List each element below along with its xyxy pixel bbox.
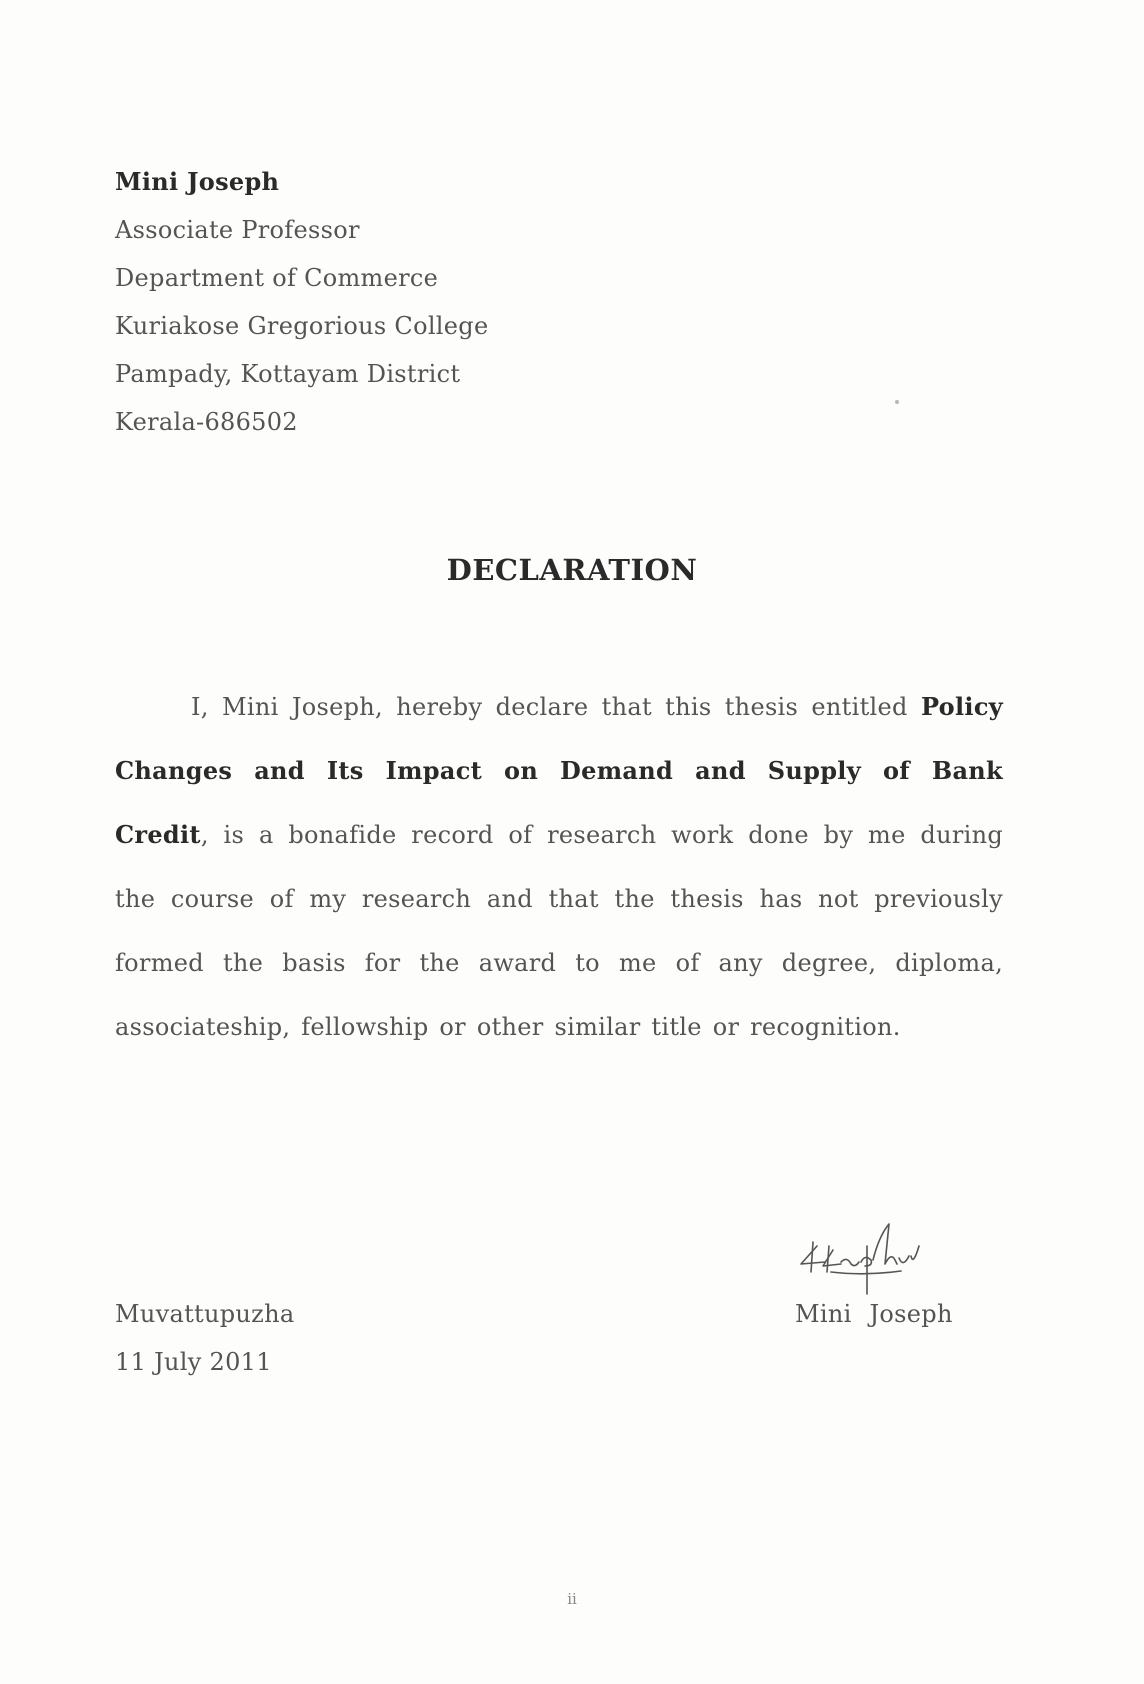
thesis-title: Policy Changes and Its Impact on Demand and Supply of Bank Credit	[115, 692, 1003, 849]
author-designation: Associate Professor	[115, 216, 360, 244]
declaration-paragraph	[115, 675, 1003, 1059]
place: Muvattupuzha	[115, 1300, 295, 1328]
author-location: Pampady, Kottayam District	[115, 360, 461, 388]
declaration-intro: I, Mini Joseph, hereby declare that this thesis entitled	[191, 693, 908, 721]
scan-speck	[895, 400, 899, 404]
author-department: Department of Commerce	[115, 264, 439, 292]
declaration-rest: , is a bonafide record of research work done by me during the course of my research and that the thesis has not previously formed the basis for the award to me of any degree, diploma, associateship, fellowship or other similar title or recognition.	[115, 821, 1003, 1041]
place-date-block	[115, 1290, 294, 1386]
author-name: Mini Joseph	[115, 167, 280, 196]
date: 11 July 2011	[115, 1348, 272, 1376]
page-title: DECLARATION	[446, 553, 698, 587]
author-address-block	[115, 158, 488, 446]
handwritten-signature	[795, 1216, 985, 1296]
author-state-pin: Kerala-686502	[115, 408, 298, 436]
author-college: Kuriakose Gregorious College	[115, 312, 489, 340]
page-number: ii	[567, 1590, 577, 1608]
signatory-name: Mini Joseph	[795, 1300, 953, 1328]
